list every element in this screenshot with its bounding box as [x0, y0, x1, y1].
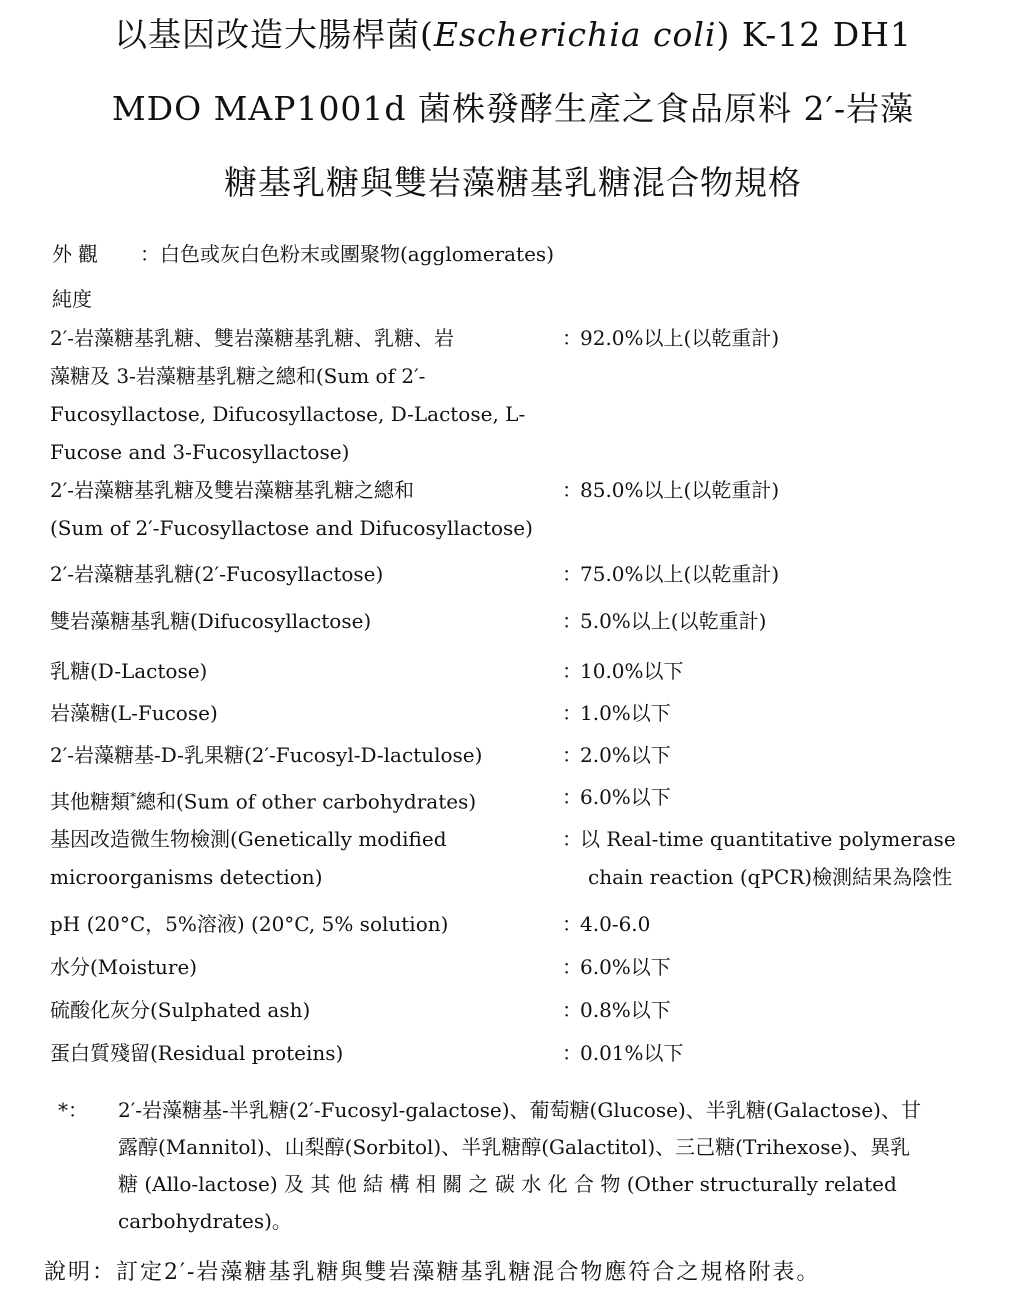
spec-value: ：0.01%以下 — [562, 1041, 684, 1065]
footnote-text: 2′-岩藻糖基-半乳糖(2′-Fucosyl-galactose)、葡萄糖(Glucose)、半乳糖(Galactose)、甘 露醇(Mannitol)、山梨醇(Sorbitol)、半乳糖醇(Galactitol)、三己糖(Trihexose)、異乳 糖 (Allo-lactose) 及 其 他 結 構 相 關 之 碳 水 化 合 物 (Other structurally related carbohydrates)。 — [118, 1098, 921, 1233]
spec-value: ：2.0%以下 — [562, 743, 671, 767]
spec-value: ：85.0%以上(以乾重計) — [562, 478, 780, 502]
spec-label: 雙岩藻糖基乳糖(Difucosyllactose) — [50, 609, 372, 633]
spec-label: 硫酸化灰分(Sulphated ash) — [50, 998, 311, 1022]
spec-value: ：1.0%以下 — [562, 701, 671, 725]
title-line-1: 以基因改造大腸桿菌(Escherichia coli) K-12 DH1 — [114, 15, 912, 54]
spec-value: ：6.0%以下 — [562, 785, 671, 809]
spec-label: 乳糖(D-Lactose) — [50, 659, 208, 683]
spec-label: pH (20°C，5%溶液) (20°C, 5% solution) — [50, 912, 449, 936]
spec-value: ：10.0%以下 — [562, 659, 684, 683]
title-line-2: MDO MAP1001d 菌株發酵生產之食品原料 2′-岩藻 — [111, 89, 915, 128]
purity-heading: 純度 — [52, 287, 92, 311]
title-line-3: 糖基乳糖與雙岩藻糖基乳糖混合物規格 — [224, 163, 802, 202]
spec-label: 2′-岩藻糖基乳糖及雙岩藻糖基乳糖之總和 (Sum of 2′-Fucosyllactose and Difucosyllactose) — [50, 478, 533, 540]
spec-label: 2′-岩藻糖基乳糖、雙岩藻糖基乳糖、乳糖、岩 藻糖及 3-岩藻糖基乳糖之總和(Sum of 2′- Fucosyllactose, Difucosyllactose, D-Lactose, L- Fucose and 3-Fucosyllactose) — [50, 326, 526, 464]
footnote-marker: * — [130, 790, 136, 804]
spec-label: 岩藻糖(L-Fucose) — [50, 701, 218, 725]
spec-label: 2′-岩藻糖基-D-乳果糖(2′-Fucosyl-D-lactulose) — [50, 743, 483, 767]
explanation-note: 說明：訂定2′-岩藻糖基乳糖與雙岩藻糖基乳糖混合物應符合之規格附表。 — [44, 1260, 821, 1285]
spec-value: ：5.0%以上(以乾重計) — [562, 609, 767, 633]
spec-value: ：75.0%以上(以乾重計) — [562, 562, 780, 586]
spec-value: ：4.0-6.0 — [562, 912, 651, 936]
appearance-row — [52, 241, 554, 267]
appearance-value: ：白色或灰白色粉末或團聚物(agglomerates) — [140, 242, 554, 266]
spec-label: 水分(Moisture) — [50, 955, 198, 979]
spec-value: ：92.0%以上(以乾重計) — [562, 326, 780, 350]
spec-label: 其他糖類*總和(Sum of other carbohydrates) — [50, 789, 477, 814]
appearance-label: 外觀 — [52, 242, 104, 266]
spec-label: 蛋白質殘留(Residual proteins) — [50, 1041, 344, 1065]
spec-value: ：6.0%以下 — [562, 955, 671, 979]
spec-label: 2′-岩藻糖基乳糖(2′-Fucosyllactose) — [50, 562, 384, 586]
footnote-marker: *： — [58, 1098, 88, 1122]
spec-label: 基因改造微生物檢測(Genetically modified microorganisms detection) — [50, 827, 447, 889]
spec-value: ：以 Real-time quantitative polymerase chain reaction (qPCR)檢測結果為陰性 — [562, 827, 956, 889]
spec-value: ：0.8%以下 — [562, 998, 671, 1022]
